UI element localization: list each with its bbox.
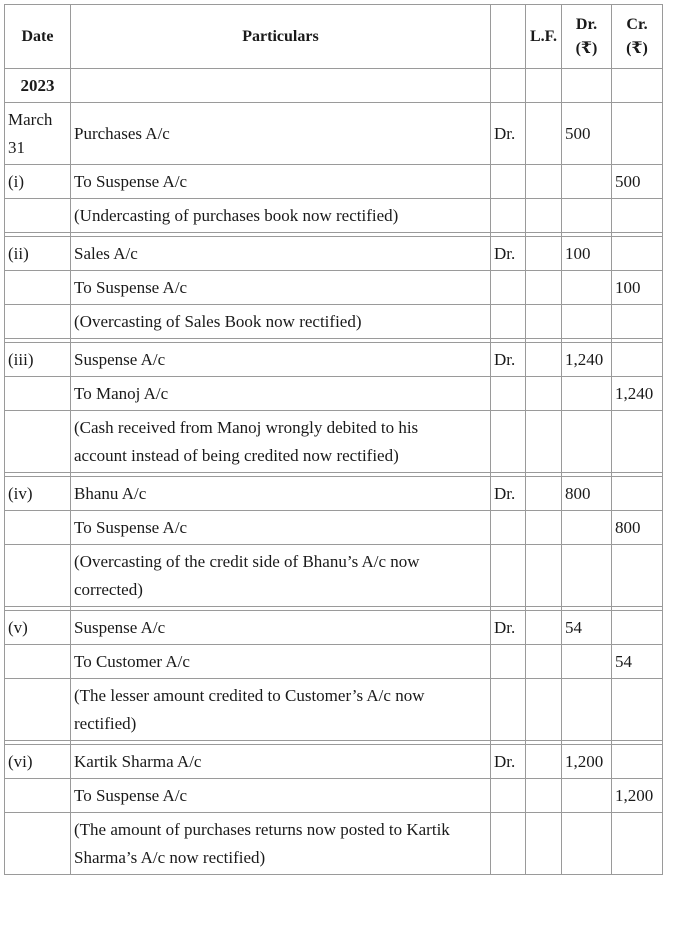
year-row [5, 69, 663, 103]
journal-table [4, 4, 663, 875]
table-row [5, 611, 663, 645]
journal-wrapper [4, 4, 663, 875]
header-row [5, 5, 663, 69]
header-dr-currency: (₹) [575, 39, 598, 57]
header-particulars: Particulars [71, 5, 491, 69]
dr-marker: Dr. [491, 103, 526, 165]
table-row [5, 377, 663, 411]
table-row [5, 199, 663, 233]
debit-amount: 500 [562, 103, 612, 165]
narration [71, 813, 491, 875]
dr-marker: Dr. [491, 611, 526, 645]
entry-label: (i) [5, 165, 71, 199]
table-row [5, 745, 663, 779]
debit-amount: 100 [562, 237, 612, 271]
credit-amount: 800 [612, 511, 663, 545]
credit-account: To Manoj A/c [71, 377, 491, 411]
narration [71, 411, 491, 473]
credit-amount: 1,240 [612, 377, 663, 411]
table-row [5, 511, 663, 545]
table-row [5, 411, 663, 473]
credit-account: To Suspense A/c [71, 271, 491, 305]
table-row [5, 679, 663, 741]
narration [71, 679, 491, 741]
dr-marker: Dr. [491, 343, 526, 377]
debit-account: Suspense A/c [71, 611, 491, 645]
table-row [5, 237, 663, 271]
entry-label: (ii) [5, 237, 71, 271]
header-cr-label: Cr. [626, 15, 648, 33]
entry-label: (iii) [5, 343, 71, 377]
narration-line: (Cash received from Manoj wrongly debited to his [74, 417, 419, 437]
debit-amount: 1,200 [562, 745, 612, 779]
credit-account: To Suspense A/c [71, 779, 491, 813]
debit-account: Purchases A/c [71, 103, 491, 165]
header-dr-label: Dr. [575, 15, 598, 33]
narration-line: corrected) [74, 579, 143, 599]
table-row [5, 343, 663, 377]
narration-line: rectified) [74, 713, 137, 733]
table-row [5, 271, 663, 305]
dr-marker: Dr. [491, 477, 526, 511]
date-month: March [8, 109, 53, 129]
narration [71, 545, 491, 607]
table-row [5, 103, 663, 165]
entry-label: (v) [5, 611, 71, 645]
date-cell [5, 103, 71, 165]
debit-amount: 800 [562, 477, 612, 511]
narration: (Overcasting of Sales Book now rectified) [71, 305, 491, 339]
debit-amount: 54 [562, 611, 612, 645]
header-cr-currency: (₹) [626, 39, 648, 57]
dr-marker: Dr. [491, 237, 526, 271]
credit-account: To Suspense A/c [71, 165, 491, 199]
entry-label: (iv) [5, 477, 71, 511]
header-blank [491, 5, 526, 69]
credit-amount: 100 [612, 271, 663, 305]
debit-account: Sales A/c [71, 237, 491, 271]
header-lf: L.F. [526, 5, 562, 69]
credit-amount-empty [612, 103, 663, 165]
table-row [5, 165, 663, 199]
narration-line: (The lesser amount credited to Customer’s A/c now [74, 685, 425, 705]
date-day: 31 [8, 137, 25, 157]
table-row [5, 545, 663, 607]
table-row [5, 813, 663, 875]
table-row [5, 477, 663, 511]
narration-line: Sharma’s A/c now rectified) [74, 847, 266, 867]
credit-account: To Suspense A/c [71, 511, 491, 545]
credit-amount: 500 [612, 165, 663, 199]
header-cr [612, 5, 663, 69]
debit-amount: 1,240 [562, 343, 612, 377]
narration-line: (The amount of purchases returns now posted to Kartik [74, 819, 450, 839]
table-row [5, 645, 663, 679]
header-dr [562, 5, 612, 69]
narration-line: account instead of being credited now rectified) [74, 445, 399, 465]
header-date: Date [5, 5, 71, 69]
entry-label: (vi) [5, 745, 71, 779]
credit-amount: 54 [612, 645, 663, 679]
narration: (Undercasting of purchases book now rectified) [71, 199, 491, 233]
debit-account: Kartik Sharma A/c [71, 745, 491, 779]
narration-line: (Overcasting of the credit side of Bhanu’s A/c now [74, 551, 420, 571]
debit-account: Bhanu A/c [71, 477, 491, 511]
year-cell: 2023 [5, 69, 71, 103]
dr-marker: Dr. [491, 745, 526, 779]
table-row [5, 779, 663, 813]
credit-amount: 1,200 [612, 779, 663, 813]
credit-account: To Customer A/c [71, 645, 491, 679]
lf-cell [526, 103, 562, 165]
debit-account: Suspense A/c [71, 343, 491, 377]
table-row [5, 305, 663, 339]
